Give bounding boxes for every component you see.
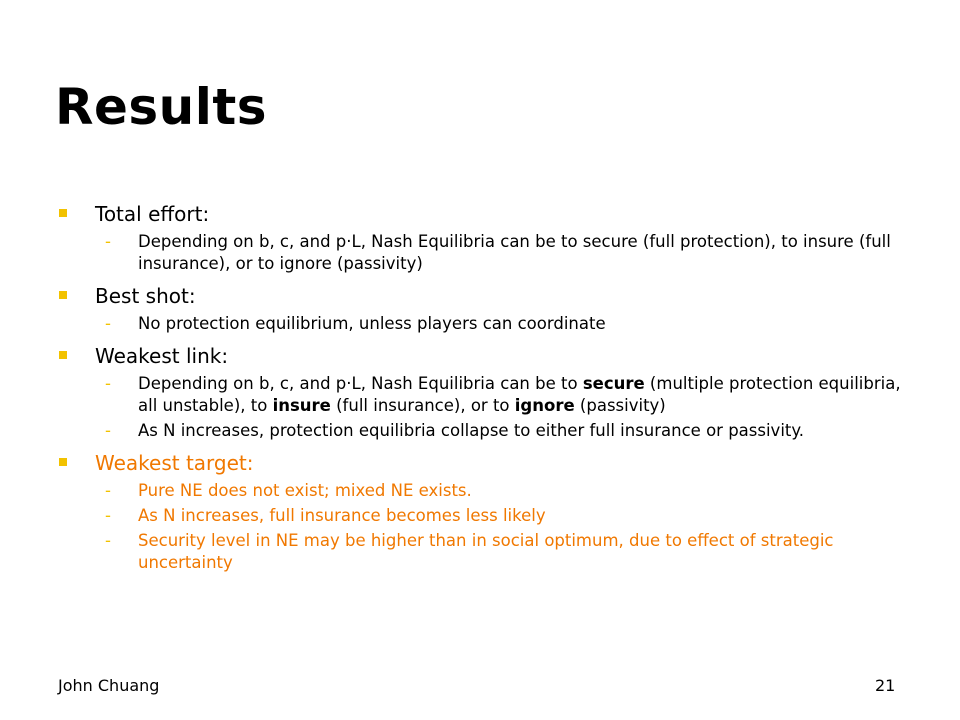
dash-icon: - (105, 481, 111, 500)
dash-icon: - (105, 374, 111, 393)
sub-bullet (58, 420, 918, 442)
sub-bullet (58, 231, 918, 275)
bullet-list (58, 200, 918, 574)
dash-icon: - (105, 421, 111, 440)
sub-bullet (58, 505, 918, 527)
square-bullet-icon (59, 351, 67, 359)
footer-author: John Chuang (58, 676, 160, 695)
bullet-total-effort (58, 200, 918, 228)
bold-term-insure: insure (272, 396, 331, 415)
bullet-label: Total effort: (95, 202, 210, 226)
bullet-label: Weakest target: (95, 451, 254, 475)
bold-term-secure: secure (582, 374, 645, 393)
dash-icon: - (105, 232, 111, 251)
sub-bullet (58, 373, 918, 417)
square-bullet-icon (59, 209, 67, 217)
sub-bullet (58, 313, 918, 335)
sub-bullet-text: As N increases, protection equilibria collapse to either full insurance or passivity. (138, 421, 805, 440)
text-part: (multiple protection equilibria, all unstable), to (138, 374, 901, 415)
bullet-label: Best shot: (95, 284, 196, 308)
bold-term-ignore: ignore (514, 396, 575, 415)
bullet-weakest-target (58, 449, 918, 477)
dash-icon: - (105, 314, 111, 333)
bullet-best-shot (58, 282, 918, 310)
sub-bullet-text: Security level in NE may be higher than in social optimum, due to effect of strategic uncertainty (138, 531, 834, 572)
dash-icon: - (105, 506, 111, 525)
bullet-label: Weakest link: (95, 344, 229, 368)
text-part: Depending on b, c, and p·L, Nash Equilibria can be to (138, 374, 583, 393)
bullet-weakest-link (58, 342, 918, 370)
dash-icon: - (105, 531, 111, 550)
square-bullet-icon (59, 291, 67, 299)
sub-bullet-text (138, 374, 901, 415)
text-part: (passivity) (574, 396, 666, 415)
text-part: (full insurance), or to (330, 396, 515, 415)
sub-bullet-text: Depending on b, c, and p·L, Nash Equilibria can be to secure (full protection), to insure (full insurance), or to ignore (passivity) (138, 232, 891, 273)
footer-page-number: 21 (875, 676, 896, 695)
sub-bullet-text: Pure NE does not exist; mixed NE exists. (138, 481, 472, 500)
sub-bullet-text: No protection equilibrium, unless players can coordinate (138, 314, 606, 333)
slide-title: Results (55, 78, 268, 136)
sub-bullet (58, 480, 918, 502)
square-bullet-icon (59, 458, 67, 466)
sub-bullet (58, 530, 918, 574)
sub-bullet-text: As N increases, full insurance becomes less likely (138, 506, 546, 525)
